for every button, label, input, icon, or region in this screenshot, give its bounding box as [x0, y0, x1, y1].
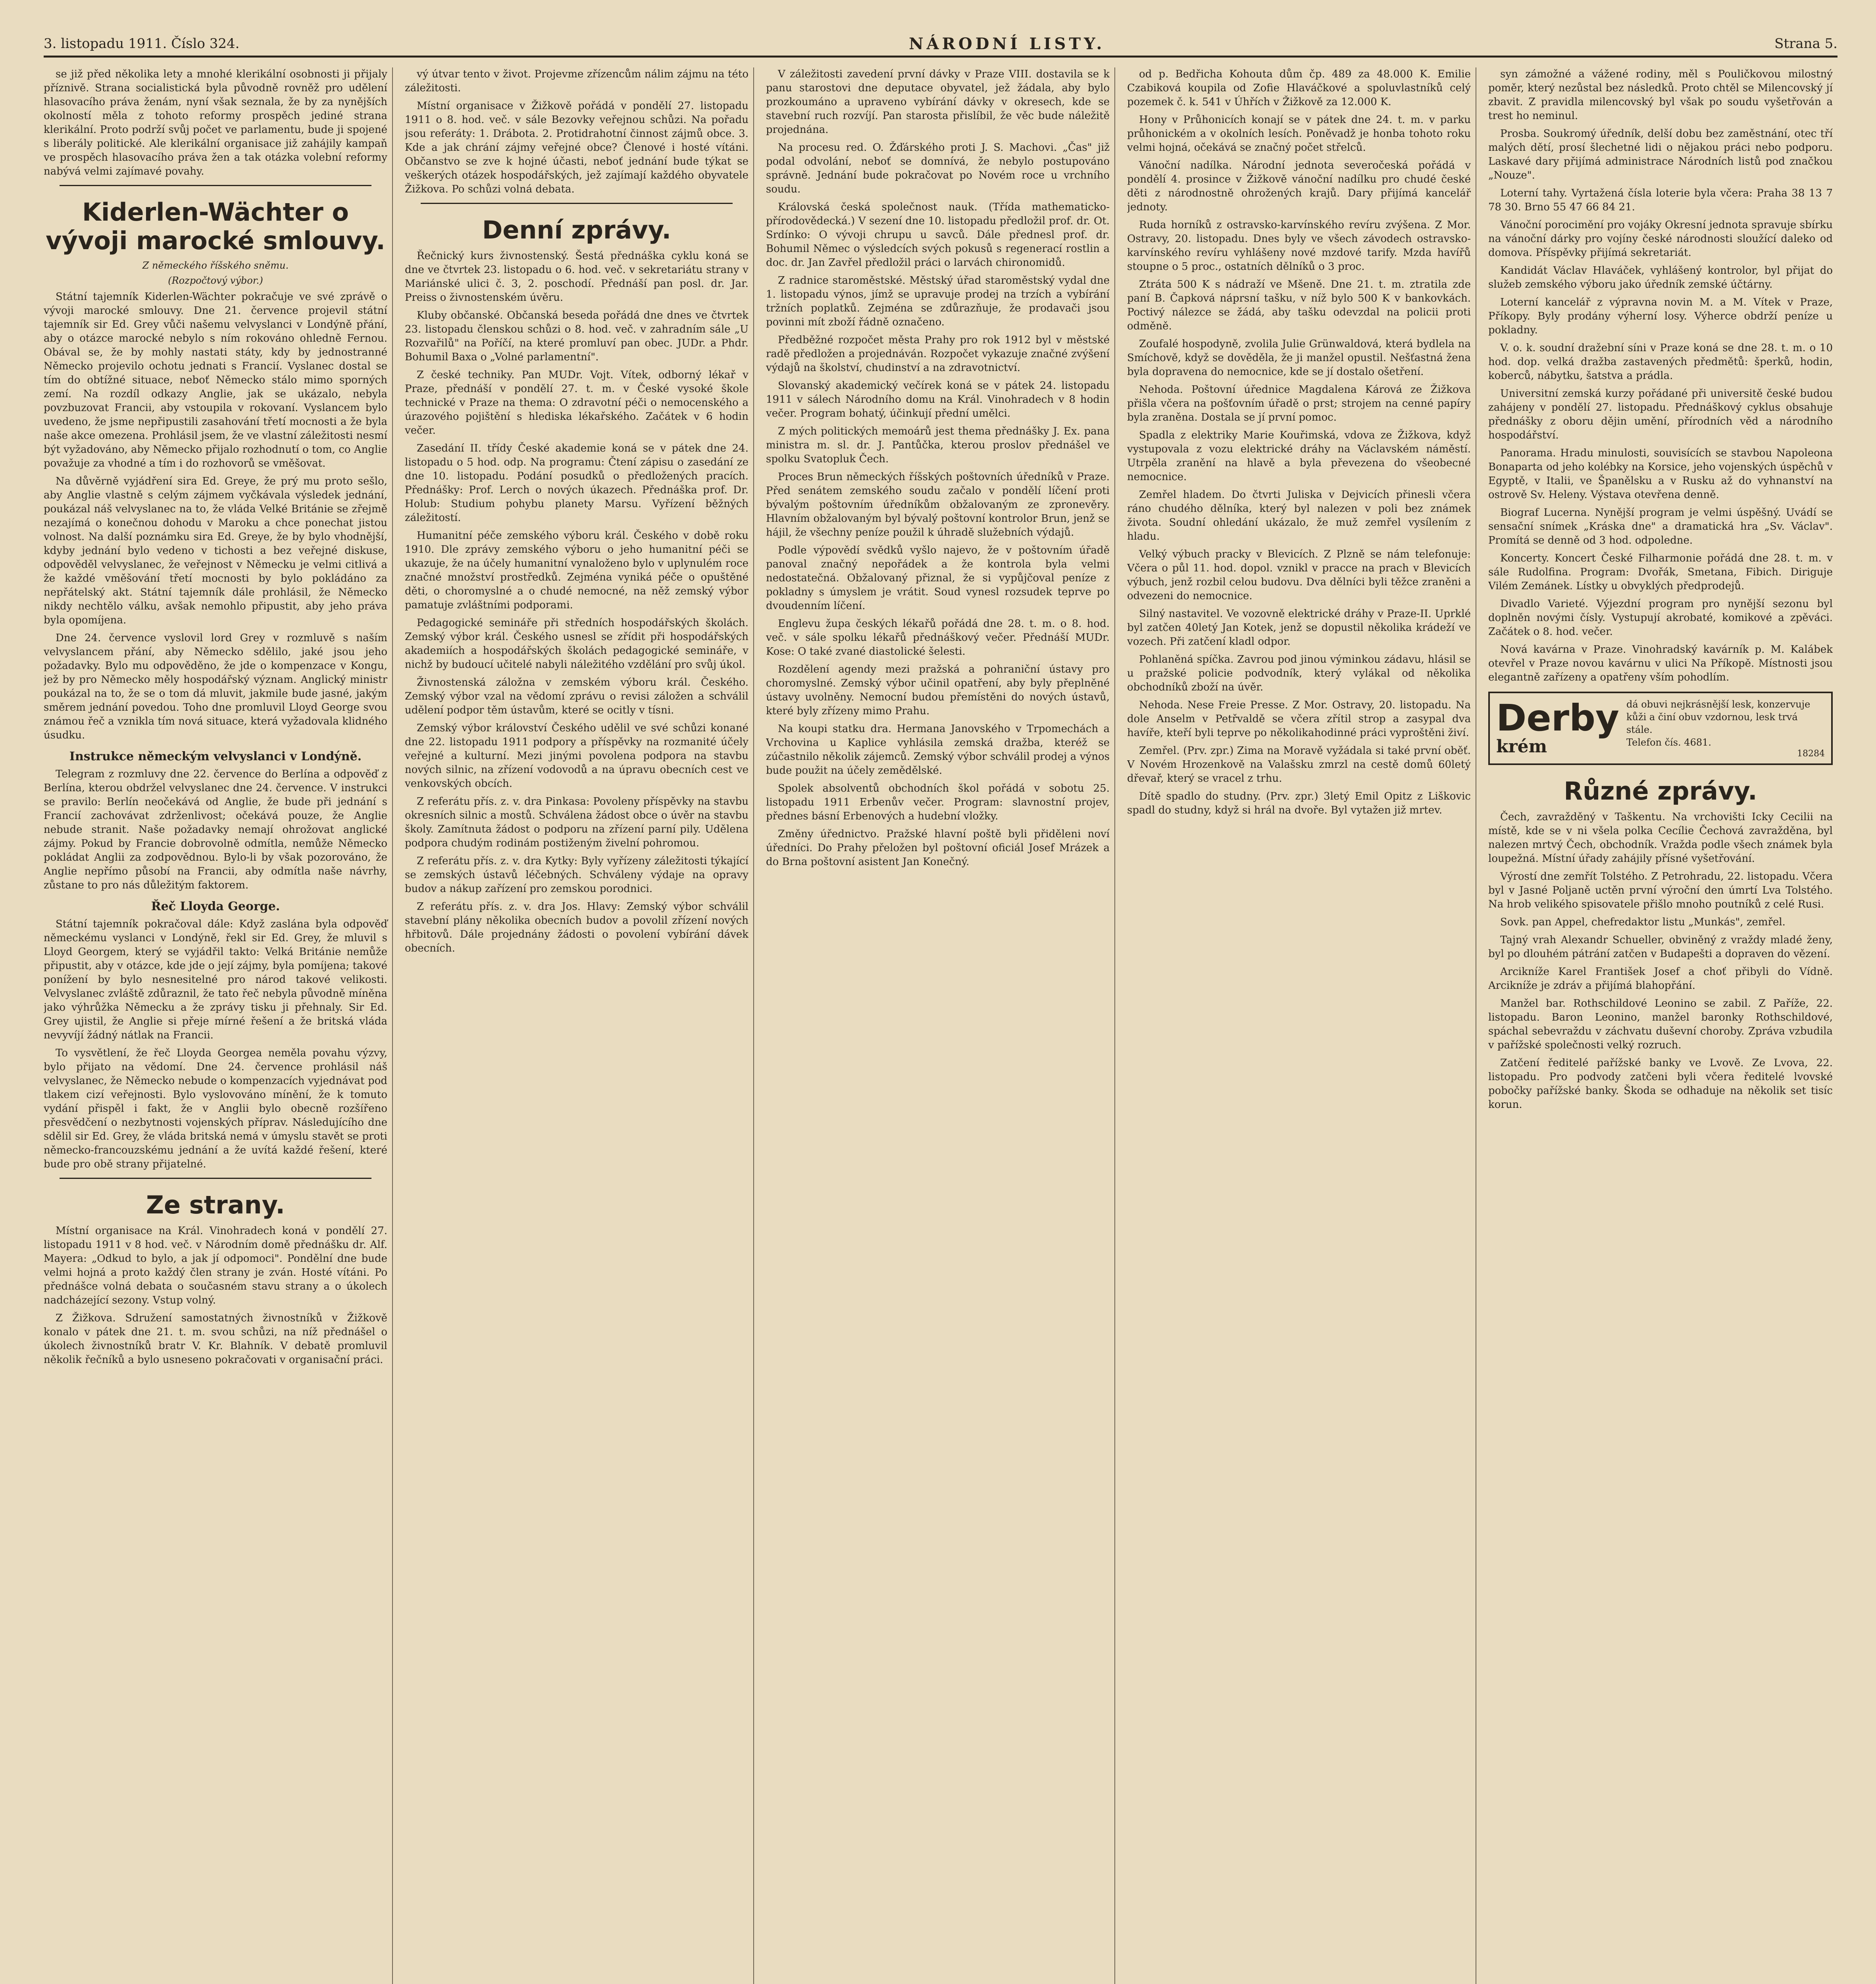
article-paragraph: Řečnický kurs živnostenský. Šestá přednáška cyklu koná se dne ve čtvrtek 23. listopadu o 6. hod. več. v sekretariátu strany v Mariánské ulici č. 3, 2. poschodí. Přednáší pan posl. dr. Jar. Preiss o živnostenském úvěru.	[405, 250, 748, 304]
article-paragraph: Státní tajemník pokračoval dále: Když zaslána byla odpověď německému vyslanci v Londýně, řekl sir Ed. Grey, že mluvil s Lloyd Georgem, který se vyjádřil takto: Velká Británie nemůže připustit, aby v otázce, kde jde o její zájmy, byla pomíjena; takové ponížení by bylo nesnesitelné pro národ takové velikosti. Velvyslanec zvláště zdůraznil, že tato řeč nebyla původně míněna jako výhrůžka Německu a že zprávy tisku ji přehnaly. Sir Ed. Grey ujistil, že Anglie si přeje mírné řešení a že britská vláda nevyvíjí žádný nátlak na Francii.	[44, 918, 387, 1041]
article-paragraph: Pedagogické semináře při středních hospodářských školách. Zemský výbor král. Českého usnesl se zřídit při hospodářských akademiích a hospodářských školách pedagogické semináře, v nichž by budoucí učitelé nabyli náležitého vzdělání pro svůj úkol.	[405, 617, 748, 671]
article-paragraph: Silný nastavitel. Ve vozovně elektrické dráhy v Praze-II. Uprklé byl zatčen 40letý Jan Kotek, jenž se dopustil několika krádeží ve vozech. Při zatčení kladl odpor.	[1127, 608, 1471, 648]
article-paragraph: Pohlaněná spíčka. Zavrou pod jinou výminkou zádavu, hlásil se u pražské policie podvodník, který vylákal od několika obchodníků zboží na úvěr.	[1127, 654, 1471, 693]
article-paragraph: Zasedání II. třídy České akademie koná se v pátek dne 24. listopadu o 5 hod. odp. Na programu: Čtení zápisu o zasedání ze dne 10. listopadu. Podání posudků o předložených pracích. Přednášky: Prof. Lerch o nových úkazech. Přednáška prof. Dr. Holub: Studium pohybu planety Marsu. Vyřízení běžných záležitostí.	[405, 442, 748, 524]
ad-body	[1626, 698, 1825, 759]
article-paragraph: V. o. k. soudní dražební síni v Praze koná se dne 28. t. m. o 10 hod. dop. velká dražba zastavených předmětů: šperků, hodin, koberců, nábytku, šatstva a prádla.	[1488, 342, 1833, 382]
article-paragraph: Ztráta 500 K s nádraží ve Mšeně. Dne 21. t. m. ztratila zde paní B. Čapková náprsní tašku, v níž bylo 500 K v bankovkách. Poctivý nálezce se žádá, aby tašku odevzdal na policii proti odměně.	[1127, 279, 1471, 332]
masthead	[44, 32, 1838, 58]
article-paragraph: Z české techniky. Pan MUDr. Vojt. Vítek, odborný lékař v Praze, přednáší v pondělí 27. t. m. v České vysoké škole technické v Praze na thema: O zdravotní péči o nemocenského a úrazového pojištění s hlediska lékařského. Začátek v 6 hodin večer.	[405, 369, 748, 436]
article-paragraph: syn zámožné a vážené rodiny, měl s Pouličkovou milostný poměr, který nezůstal bez následků. Proto chtěl se Milencovský jí zbavit. Z pravidla milencovský byl však po soudu vyšetřován a trest ho neminul.	[1488, 68, 1833, 122]
divider	[421, 203, 733, 204]
article-paragraph: Výrostí dne zemřít Tolstého. Z Petrohradu, 22. listopadu. Včera byl v Jasné Poljaně uctěn první výroční den úmrtí Lva Tolstého. Na hrob velikého spisovatele přišlo mnoho poutníků z celé Rusi.	[1488, 871, 1833, 910]
article-paragraph: Dne 24. července vyslovil lord Grey v rozmluvě s naším velvyslancem přání, aby Německo sdělilo, jaké jsou jeho požadavky. Bylo mu odpověděno, že jde o kompenzace v Kongu, jež by pro Německo měly hospodářský význam. Anglický ministr poukázal na to, že se o tom dá mluvit, jakmile bude jasné, jakým směrem jednání povedou. Toho dne promluvil Lloyd George svou známou řeč a vznikla tím nová situace, která vyžadovala klidného úsudku.	[44, 632, 387, 741]
column-3	[766, 67, 1115, 1984]
article-paragraph: Telegram z rozmluvy dne 22. července do Berlína a odpověď z Berlína, kterou obdržel velvyslanec dne 24. července. V instrukci se pravilo: Berlín neočekává od Anglie, že bude při jednání s Francií zachovávat zdrženlivost; očekává pouze, že Anglie nebude stranit. Naše požadavky nemají ohrožovat anglické zájmy. Pokud by Francie dobrovolně odmítla, nemůže Německo pokládat Anglii za zodpovědnou. Bylo-li by však pozorováno, že Anglie nepřímo působí na Francii, aby odmítla naše návrhy, zůstane to pro nás důležitým faktorem.	[44, 768, 387, 891]
article-paragraph: Prosba. Soukromý úředník, delší dobu bez zaměstnání, otec tří malých dětí, prosí šlechetné lidi o nějakou práci nebo podporu. Laskavé dary přijímá administrace Národních listů pod značkou „Nouze".	[1488, 128, 1833, 181]
article-paragraph: Biograf Lucerna. Nynější program je velmi úspěšný. Uvádí se sensační snímek „Kráska dne" a dramatická hra „Sv. Václav". Promítá se denně od 3 hod. odpoledne.	[1488, 507, 1833, 546]
article-paragraph: Velký výbuch pracky v Blevicích. Z Plzně se nám telefonuje: Včera o půl 11. hod. dopol. vznikl v pracce na prach v Blevicích výbuch, jenž rozbil celou budovu. Dva dělníci byli těžce zraněni a odvezeni do nemocnice.	[1127, 548, 1471, 602]
article-paragraph: Živnostenská záložna v zemském výboru král. Českého. Zemský výbor vzal na vědomí zprávu o revisi záložen a schválil udělení podpor těm ústavům, které se ocitly v tísni.	[405, 677, 748, 716]
article-paragraph: Zatčení ředitelé pařížské banky ve Lvově. Ze Lvova, 22. listopadu. Pro podvody zatčeni byli včera ředitelé lvovské pobočky pařížské banky. Škoda se odhaduje na několik set tisíc korun.	[1488, 1057, 1833, 1111]
article-paragraph: Universitní zemská kurzy pořádané při universitě české budou zahájeny v pondělí 27. listopadu. Přednáškový cyklus obsahuje přednášky z oboru dějin umění, přírodních věd a národního hospodářství.	[1488, 388, 1833, 441]
divider	[60, 1178, 371, 1179]
article-paragraph: Humanitní péče zemského výboru král. Českého v době roku 1910. Dle zprávy zemského výboru o jeho humanitní péči se ukazuje, že na účely humanitní vynaloženo bylo v uplynulém roce značné množství prostředků. Zejména vyniká péče o opuštěné děti, o choromyslné a o chudé nemocné, na něž zemský výbor pamatuje zvláštními podporami.	[405, 530, 748, 611]
columns	[44, 67, 1838, 1984]
article-paragraph: Spolek absolventů obchodních škol pořádá v sobotu 25. listopadu 1911 Erbenův večer. Program: slavnostní projev, přednes básní Erbenových a hudební vložky.	[766, 782, 1110, 822]
article-paragraph: Panorama. Hradu minulosti, souvisících se stavbou Napoleona Bonaparta od jeho kolébky na Korsice, jeho vojenských úspěchů v Egyptě, v Italii, ve Španělsku a v Rusku až do vyhnanství na ostrově Sv. Heleny. Výstava otevřena denně.	[1488, 447, 1833, 501]
article-paragraph: Kandidát Václav Hlaváček, vyhlášený kontrolor, byl přijat do služeb zemského výboru jako úředník zemské účtárny.	[1488, 265, 1833, 290]
subheadline: Z německého říšského sněmu.	[142, 260, 289, 271]
section-heading: Řeč Lloyda George.	[151, 900, 280, 913]
column-2	[405, 67, 754, 1984]
article-paragraph: Kluby občanské. Občanská beseda pořádá dne dnes ve čtvrtek 23. listopadu členskou schůzi o 8. hod. več. v zahradním sále „U Rozvařilů" na Poříčí, na které promluví pan obec. JUDr. a Phdr. Bohumil Baxa o „Volné parlamentní".	[405, 310, 748, 363]
article-paragraph: Ruda horníků z ostravsko-karvínského revíru zvýšena. Z Mor. Ostravy, 20. listopadu. Dnes byly ve všech závodech ostravsko-karvínského revíru vyhlášeny nové mzdové tarify. Mzda havířů stoupne o 5 proc., ostatních dělníků o 3 proc.	[1127, 219, 1471, 273]
article-paragraph: V záležitosti zavedení první dávky v Praze VIII. dostavila se k panu starostovi dne deputace obyvatel, jež žádala, aby bylo prozkoumáno a upraveno vybírání dávky v okresech, kde se stavební ruch rozvíjí. Pan starosta přislíbil, že věc bude náležitě projednána.	[766, 68, 1110, 136]
subheadline-2: (Rozpočtový výbor.)	[168, 275, 263, 286]
ad-phone: Telefon čís. 4681.	[1626, 737, 1712, 748]
column-5	[1488, 67, 1838, 1984]
article-paragraph: Z referátu přís. z. v. dra Kytky: Byly vyřízeny záležitosti týkající se zemských ústavů léčebných. Schváleny výdaje na opravy budov a nákup zařízení pro zemskou porodnici.	[405, 855, 748, 895]
article-paragraph: Z referátu přís. z. v. dra Jos. Hlavy: Zemský výbor schválil stavební plány několika obecních budov a povolil zřízení nových hřbitovů. Dále projednány žádosti o povolení vybírání dávek obecních.	[405, 901, 748, 954]
article-paragraph: Proces Brun německých říšských poštovních úředníků v Praze. Před senátem zemského soudu začalo v pondělí líčení proti bývalým poštovním úředníkům obžalovaným ze zpronevěry. Hlavním obžalovaným byl bývalý poštovní kontrolor Brun, jenž se hájil, že všechny peníze použil k úhradě služebních výdajů.	[766, 471, 1110, 538]
article-paragraph: Podle výpovědí svědků vyšlo najevo, že v poštovním úřadě panoval značný nepořádek a že kontrola byla velmi nedostatečná. Obžalovaný přiznal, že si vypůjčoval peníze z pokladny s úmyslem je vrátit. Soud vynesl rozsudek teprve po dvoudenním líčení.	[766, 544, 1110, 612]
article-paragraph: Nehoda. Poštovní úřednice Magdalena Kárová ze Žižkova přišla včera na pošťovním úřadě o prst; strojem na cenné papíry byla zraněna. Dostala se jí první pomoc.	[1127, 384, 1471, 423]
headline-ze-strany: Ze strany.	[146, 1190, 285, 1219]
article-paragraph: Nehoda. Nese Freie Presse. Z Mor. Ostravy, 20. listopadu. Na dole Anselm v Petřvaldě se včera zřítil strop a zasypal dva havíře, kteří byli teprve po několikahodinné práci vyproštěni živí.	[1127, 699, 1471, 739]
article-paragraph: Koncerty. Koncert České Filharmonie pořádá dne 28. t. m. v sále Rudolfina. Program: Dvořák, Smetana, Fibich. Diriguje Vilém Zemánek. Lístky u obvyklých předprodejů.	[1488, 552, 1833, 592]
article-paragraph: Dítě spadlo do studny. (Prv. zpr.) 3letý Emil Opitz z Liškovic spadl do studny, když si hrál na dvoře. Byl vytažen již mrtev.	[1127, 790, 1471, 816]
article-paragraph: Na důvěrně vyjádření sira Ed. Greye, že prý mu proto sešlo, aby Anglie vlastně s celým zájmem vyčkávala výsledek jednání, poukázal náš velvyslanec na to, že vláda Velké Británie se zřejmě nezajímá o konečnou dohodu v Maroku a chce ponechat jistou volnost. Na další poznámku sira Ed. Greye, že by bylo vhodnější, kdyby jednání bylo vedeno v tichosti a bez veřejné diskuse, odpověděl velvyslanec, že veřejnost v Německu je velmi citlivá a že každé vměšování třetí mocnosti by bylo pokládáno za nepřátelský akt. Státní tajemník dále prohlásil, že Německo nikdy nechtělo válku, avšak nemohlo připustit, aby jeho práva byla opomíjena.	[44, 475, 387, 626]
ad-number: 18284	[1797, 749, 1825, 759]
article-paragraph: Zemřel hladem. Do čtvrti Juliska v Dejvicích přinesli včera ráno chudého dělníka, který byl nalezen v poli bez známek života. Soudní ohledání ukázalo, že muž zemřel vysílením z hladu.	[1127, 489, 1471, 542]
divider	[60, 185, 371, 186]
article-paragraph: Zemský výbor království Českého udělil ve své schůzi konané dne 22. listopadu 1911 podpory a příspěvky na rozmanité účely veřejné a kulturní. Mezi jinými povolena podpora na stavbu nových silnic, na zřízení vodovodů a na úpravu obecních cest ve venkovských obcích.	[405, 722, 748, 790]
article-paragraph: Hony v Průhonicích konají se v pátek dne 24. t. m. v parku průhonickém a v okolních lesích. Poněvadž je honba tohoto roku velmi hojná, očekává se značný počet střelců.	[1127, 114, 1471, 154]
ad-brand: Derby	[1496, 697, 1619, 739]
article-paragraph: Arcikníže Karel František Josef a choť přibyli do Vídně. Arcikníže je zdráv a přijímá blahopřání.	[1488, 966, 1833, 992]
article-paragraph: Vánoční porocimění pro vojáky Okresní jednota spravuje sbírku na vánoční dárky pro vojíny české národnosti sloužící daleko od domova. Příspěvky přijímá sekretariát.	[1488, 219, 1833, 259]
column-1	[44, 67, 393, 1984]
headline-ruzne-zpravy: Různé zprávy.	[1564, 777, 1757, 806]
newspaper-page	[44, 32, 1838, 1984]
article-paragraph: Změny úřednictvo. Pražské hlavní poště byli přiděleni noví úředníci. Do Prahy přeložen byl poštovní oficiál Josef Mrázek a do Brna poštovní asistent Jan Konečný.	[766, 828, 1110, 868]
article-paragraph: Rozdělení agendy mezi pražská a pohraniční ústavy pro choromyslné. Zemský výbor učinil opatření, aby byly přeplněné ústavy uvolněny. Nemocní budou přemístěni do nových ústavů, které byly zřízeny mimo Prahu.	[766, 663, 1110, 717]
article-paragraph: Královská česká společnost nauk. (Třída mathematicko-přírodovědecká.) V sezení dne 10. listopadu předložil prof. dr. Ot. Srdínko: O vývoji chrupu u savců. Dále přednesl prof. dr. Bohumil Němec o výsledcích svých pokusů s regenerací rostlin a doc. dr. Jan Zavřel předložil práci o larvách chironomidů.	[766, 201, 1110, 269]
article-paragraph: Z Žižkova. Sdružení samostatných živnostníků v Žižkově konalo v pátek dne 21. t. m. svou schůzi, na níž přednášel o úkolech živnostníků bratr V. Kr. Blahník. V debatě promluvil několik řečníků a bylo usneseno pokračovati v organisační práci.	[44, 1312, 387, 1366]
article-paragraph: Místní organisace na Král. Vinohradech koná v pondělí 27. listopadu 1911 v 8 hod. več. v Národním domě přednášku dr. Alf. Mayera: „Odkud to bylo, a jak jí odpomoci". Pondělní dne bude velmi hojná a proto každý člen strany je zván. Hosté vítáni. Po přednášce volná debata o současném stavu strany a o úkolech nadcházející sezony. Vstup volný.	[44, 1225, 387, 1306]
issue-date: 3. listopadu 1911. Číslo 324.	[44, 36, 240, 52]
article-paragraph: Manžel bar. Rothschildové Leonino se zabil. Z Paříže, 22. listopadu. Baron Leonino, manžel baronky Rothschildové, spáchal sebevraždu v záchvatu duševní choroby. Zpráva vzbudila v pařížské společnosti velký rozruch.	[1488, 998, 1833, 1051]
article-paragraph: Spadla z elektriky Marie Kouřimská, vdova ze Žižkova, když vystupovala z vozu elektrické dráhy na Václavském náměstí. Utrpěla zranění na hlavě a byla převezena do všeobecné nemocnice.	[1127, 429, 1471, 483]
article-paragraph: Vánoční nadílka. Národní jednota severočeská pořádá v pondělí 4. prosince v Žižkově vánoční nadílku pro chudé české děti z národnostně ohrožených krajů. Dary přijímá kancelář jednoty.	[1127, 160, 1471, 213]
article-paragraph: Divadlo Varieté. Výjezdní program pro nynější sezonu byl doplněn novými čísly. Vystupují akrobaté, komikové a zpěváci. Začátek o 8. hod. večer.	[1488, 598, 1833, 638]
page-number: Strana 5.	[1774, 36, 1838, 52]
article-paragraph: Zemřel. (Prv. zpr.) Zima na Moravě vyžádala si také první oběť. V Novém Hrozenkově na Valašsku zmrzl na cestě domů 60letý dřevař, který se vracel z trhu.	[1127, 745, 1471, 784]
article-paragraph: Místní organisace v Žižkově pořádá v pondělí 27. listopadu 1911 o 8. hod. več. v sále Bezovky veřejnou schůzi. Na pořadu jsou referáty: 1. Drábota. 2. Protidrahotní činnost zájmů obce. 3. Kde a jak chrání zájmy veřejné obce? Členové i hosté vítáni. Občanstvo se zve k hojné účasti, neboť jednání bude týkat se veškerých otázek hospodářských, jež zajímají každého obyvatele Žižkova. Po schůzi volná debata.	[405, 100, 748, 195]
headline-kiderlen: Kiderlen-Wächter o vývoji marocké smlouvy.	[46, 198, 385, 255]
article-paragraph: Z referátu přís. z. v. dra Pinkasa: Povoleny příspěvky na stavbu okresních silnic a mostů. Schválena žádost obce o úvěr na stavbu školy. Zamítnuta žádost o podporu na zřízení parní pily. Udělena podpora chudým rodinám postiženým živelní pohromou.	[405, 796, 748, 849]
article-paragraph: Předběžné rozpočet města Prahy pro rok 1912 byl v městské radě předložen a projednáván. Rozpočet vykazuje značné zvýšení výdajů na školství, chudinství a na zdravotnictví.	[766, 334, 1110, 374]
article-paragraph: Englevu župa českých lékařů pořádá dne 28. t. m. o 8. hod. več. v sále spolku lékařů přednáškový večer. Přednáší MUDr. Kose: O také zvané diastolické šelesti.	[766, 618, 1110, 657]
ad-logo	[1496, 697, 1619, 757]
article-paragraph: Sovk. pan Appel, chefredaktor listu „Munkás", zemřel.	[1500, 916, 1786, 928]
article-paragraph: Zoufalé hospodyně, zvolila Julie Grünwaldová, která bydlela na Smíchově, když se dověděla, že ji manžel opustil. Nešťastná žena byla dopravena do nemocnice, kde se jí dostalo ošetření.	[1127, 338, 1471, 378]
column-4	[1127, 67, 1476, 1984]
ad-brand-sub: krém	[1496, 736, 1547, 757]
article-paragraph: Nová kavárna v Praze. Vinohradský kavárník p. M. Kalábek otevřel v Praze novou kavárnu v ulici Na Příkopě. Místnosti jsou elegantně zařízeny a opatřeny vším pohodlím.	[1488, 644, 1833, 683]
section-heading: Instrukce německým velvyslanci v Londýně.	[69, 750, 362, 763]
headline-denni-zpravy: Denní zprávy.	[482, 215, 672, 244]
article-paragraph: Z mých politických memoárů jest thema přednášky J. Ex. pana ministra m. sl. dr. J. Pantůčka, kterou proslov přednášel ve spolku Svatopluk Čech.	[766, 425, 1110, 465]
article-paragraph: Loterní tahy. Vyrtažená čísla loterie byla včera: Praha 38 13 7 78 30. Brno 55 47 66 84 21.	[1488, 187, 1833, 213]
article-paragraph: od p. Bedřicha Kohouta dům čp. 489 za 48.000 K. Emilie Czabiková koupila od Zofie Hlaváčkové a spoluvlastníků celý pozemek č. k. 541 v Úhřích v Žižkově za 12.000 K.	[1127, 68, 1471, 108]
ad-text: dá obuvi nejkrásnější lesk, konzervuje kůži a činí obuv vzdornou, lesk trvá stále.	[1626, 699, 1811, 735]
article-paragraph: Na koupi statku dra. Hermana Janovského v Trpomechách a Vrchovina u Kaplice vyhlásila zemská dražba, kteréž se zúčastnilo několik zájemců. Zemský výbor schválil prodej a výnos bude použit na účely zemědělské.	[766, 723, 1110, 777]
article-paragraph: Tajný vrah Alexandr Schueller, obviněný z vraždy mladé ženy, byl po dlouhém pátrání zatčen v Budapešti a dopraven do vězení.	[1488, 934, 1833, 960]
derby-advertisement	[1488, 692, 1833, 765]
article-paragraph: To vysvětlení, že řeč Lloyda Georgea neměla povahu výzvy, bylo přijato na vědomí. Dne 24. července prohlásil náš velvyslanec, že Německo nebude o kompenzacích vyjednávat pod tlakem cizí veřejnosti. Bylo vyslovováno mínění, že k tomuto vydání přispěl i fakt, že v Anglii bylo obecně rozšířeno přesvědčení o nezbytnosti vojenských příprav. Následujícího dne sdělil sir Ed. Grey, že vláda britská nemá v úmyslu stavět se proti německo-francouzskému jednání a že uvítá každé řešení, které bude pro obě strany přijatelné.	[44, 1047, 387, 1170]
paper-title: NÁRODNÍ LISTY.	[909, 34, 1105, 53]
article-paragraph: Slovanský akademický večírek koná se v pátek 24. listopadu 1911 v sálech Národního domu na Král. Vinohradech v 8 hodin večer. Program bohatý, účinkují přední umělci.	[766, 380, 1110, 419]
article-paragraph: Státní tajemník Kiderlen-Wächter pokračuje ve své zprávě o vývoji marocké smlouvy. Dne 21. července projevil státní tajemník sir Ed. Grey vůči našemu velvyslanci v Londýně přání, aby o otázce marocké nebylo s ním rokováno ohledně Fernou. Obával se, že by mohly nastati státy, kdy by jednostranné Německo projevilo ochotu jednati s Francií. Vyslanec dostal se tím do obtížné situace, neboť Německo stálo mimo sporných zemí. Na rozdíl odkazy Anglie, jak se ukázalo, nebyla povzbuzovat Francii, aby vstoupila v rokovaní. Vyslancem bylo uvedeno, že jsme nepřipustili zasahování třetí mocnosti a že byla naše akce omezena. Prohlásil jsem, že ve vlastní záležitosti nesmí být vyžadováno, aby Německo přijalo rozhodnutí o tom, co Anglie považuje za vhodné a tím i do rozhovorů se vměšovat.	[44, 291, 387, 469]
article-paragraph: Loterní kancelář z výpravna novin M. a M. Vítek v Praze, Příkopy. Byly prodány výherní losy. Výherce obdrží peníze u pokladny.	[1488, 296, 1833, 336]
article-paragraph: vý útvar tento v život. Projevme zřízencům nálim zájmu na této záležitosti.	[405, 68, 748, 94]
article-paragraph: Na procesu red. O. Žďárského proti J. S. Machovi. „Čas" již podal odvolání, neboť se domnívá, že nebylo postupováno správně. Jednání bude pokračovat po Novém roce u vrchního soudu.	[766, 142, 1110, 195]
lead-paragraph: se již před několika lety a mnohé klerikální osobnosti ji přijaly příznivě. Strana socialistická byla původně rovněž pro udělení hlasovacího práva ženám, nyní však seznala, že by za nynějších okolností měla z tohoto reformy prospěch jediné strana klerikální. Proto podrží svůj počet ve parlamentu, bude ji spojené s liberály politické. Ale klerikální organisace již zahájily kampaň ve prospěch hlasovacího práva žen a tak otázka volební reformy nabývá velmi zajímavé povahy.	[44, 68, 387, 177]
article-paragraph: Z radnice staroměstské. Městský úřad staroměstský vydal dne 1. listopadu výnos, jímž se upravuje prodej na trzích a vybírání tržních poplatků. Zejména se zdůrazňuje, že prodavači jsou povinni mít zboží řádně označeno.	[766, 275, 1110, 328]
article-paragraph: Čech, zavražděný v Taškentu. Na vrchovišti Icky Cecilii na místě, kde se v ni všela polka Cecílie Čechová zavražděna, byl nalezen mrtvý Čech, obchodník. Vražda podle všech známek byla loupežná. Místní úřady zahájily přísné vyšetřování.	[1488, 811, 1833, 865]
